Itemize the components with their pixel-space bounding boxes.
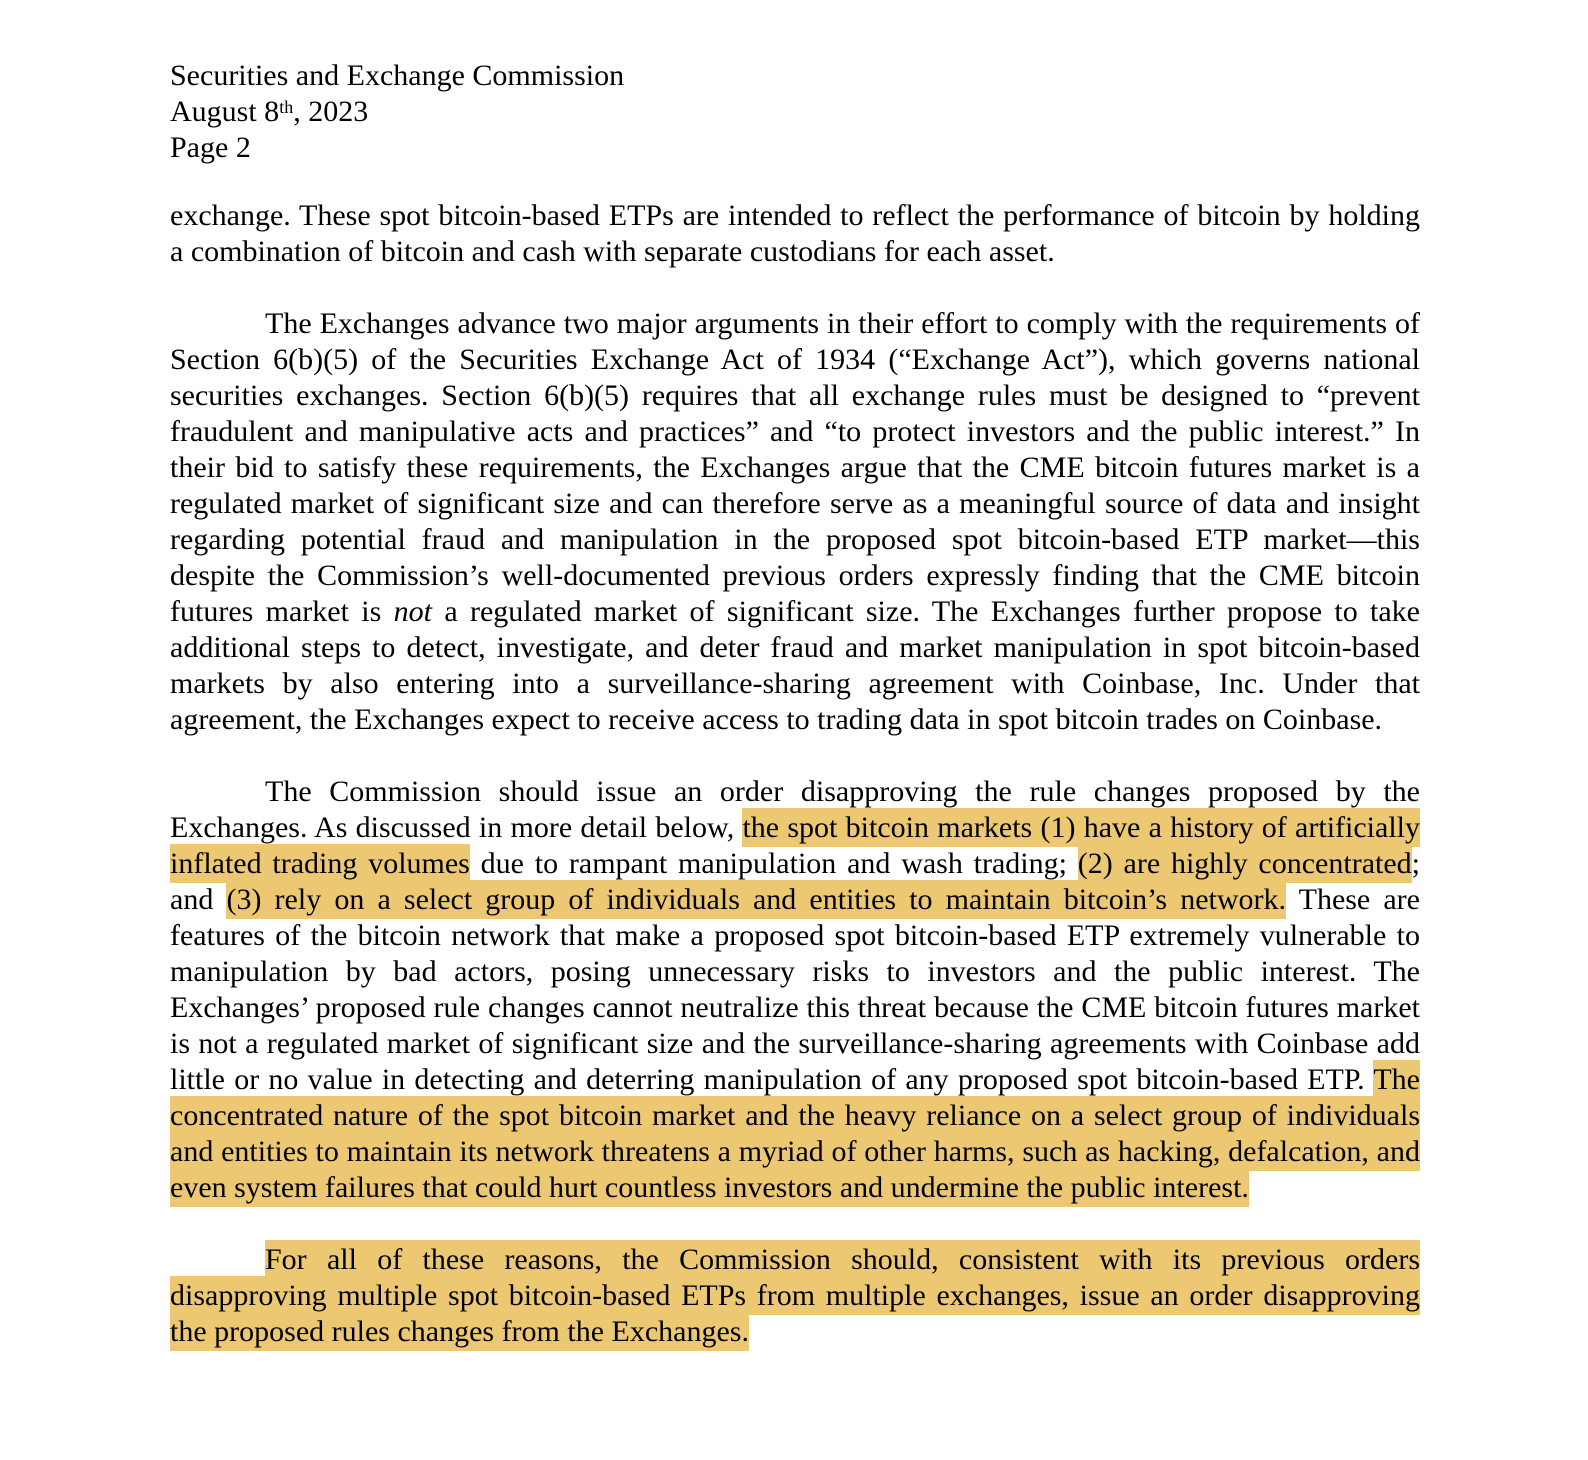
header-date xyxy=(170,94,1420,130)
document-header xyxy=(170,58,1420,166)
text-segment: ; and xyxy=(170,847,1421,916)
paragraph-exchanges-arguments xyxy=(170,306,1420,738)
highlighted-text: For all of these reasons, the Commission should, consistent with its previous orders disapproving multiple spot bitcoin-based ETPs from multiple exchanges, issue an order disapproving the proposed rules changes from the Exchanges. xyxy=(170,1240,1420,1351)
header-page-number: Page 2 xyxy=(170,131,251,164)
document-content xyxy=(170,58,1420,1386)
header-date-prefix: August 8 xyxy=(170,95,280,128)
document-body xyxy=(170,198,1420,1350)
highlighted-text: The concentrated nature of the spot bitcoin market and the heavy reliance on a select group of individuals and entities to maintain its network threatens a myriad of other harms, such as hacking, defalcation, and even system failures that could hurt countless investors and undermine the public interest. xyxy=(170,1060,1420,1207)
paragraph-conclusion xyxy=(170,1242,1420,1350)
header-date-suffix: , 2023 xyxy=(293,95,369,128)
paragraph-continuation xyxy=(170,198,1420,270)
text-segment: The Commission should issue an order disapproving the rule changes proposed by the Exchanges. As discussed in more detail below, xyxy=(170,775,1420,844)
text-segment: due to rampant manipulation and wash trading; xyxy=(469,847,1078,880)
text-segment: These are features of the bitcoin network that make a proposed spot bitcoin-based ETP extremely vulnerable to manipulation by bad actors, posing unnecessary risks to investors and the public interest. The Exchanges’ proposed rule changes cannot neutralize this threat because the CME bitcoin futures market is not a regulated market of significant size and the surveillance-sharing agreements with Coinbase add little or no value in detecting and deterring manipulation of any proposed spot bitcoin-based ETP. xyxy=(170,883,1420,1096)
highlighted-text: the spot bitcoin markets (1) have a history of artificially inflated trading volumes xyxy=(170,808,1420,883)
text-segment: a regulated market of significant size. The Exchanges further propose to take additional steps to detect, investigate, and deter fraud and market manipulation in spot bitcoin-based markets by also entering into a surveillance-sharing agreement with Coinbase, Inc. Under that agreement, the Exchanges expect to receive access to trading data in spot bitcoin trades on Coinbase. xyxy=(170,595,1420,736)
text-segment: The Exchanges advance two major arguments in their effort to comply with the requirements of Section 6(b)(5) of the Securities Exchange Act of 1934 (“Exchange Act”), which governs national securities exchanges. Section 6(b)(5) requires that all exchange rules must be designed to “prevent fraudulent and manipulative acts and practices” and “to protect investors and the public interest.” In their bid to satisfy these requirements, the Exchanges argue that the CME bitcoin futures market is a regulated market of significant size and can therefore serve as a meaningful source of data and insight regarding potential fraud and manipulation in the proposed spot bitcoin-based ETP market—this despite the Commission’s well-documented previous orders expressly finding that the CME bitcoin futures market is xyxy=(170,307,1420,628)
highlighted-text: (2) are highly concentrated xyxy=(1078,844,1412,883)
header-date-ordinal: th xyxy=(279,96,294,117)
highlighted-text: (3) rely on a select group of individuals and entities to maintain bitcoin’s network. xyxy=(226,880,1286,919)
text-segment: exchange. These spot bitcoin-based ETPs are intended to reflect the performance of bitcoin by holding a combination of bitcoin and cash with separate custodians for each asset. xyxy=(170,199,1420,268)
text-segment: not xyxy=(393,595,432,628)
paragraph-commission-should-disapprove xyxy=(170,774,1420,1206)
header-recipient: Securities and Exchange Commission xyxy=(170,59,625,92)
